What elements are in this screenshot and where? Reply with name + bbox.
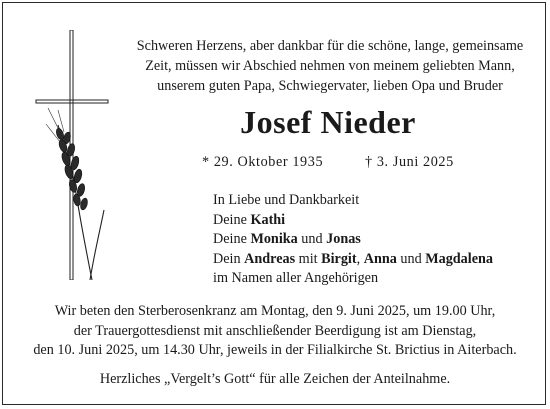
service-line-1: Wir beten den Sterberosenkranz am Montag, den 9. Juni 2025, um 19.00 Uhr, [54, 303, 496, 319]
service-line-3: den 10. Juni 2025, um 14.30 Uhr, jeweils in der Filialkirche St. Brictius in Aiterbach. [33, 342, 517, 358]
mourner-connector: , [356, 250, 364, 267]
intro-line-3: unserem guten Papa, Schwiegervater, lieben Opa und Bruder [157, 78, 503, 94]
mourner-line-kathi [213, 211, 493, 231]
mourner-prefix: Deine [213, 231, 251, 247]
thanks-line: Herzliches „Vergelt’s Gott“ für alle Zeichen der Anteilnahme. [99, 371, 451, 387]
intro-text [112, 36, 548, 96]
birth-date: * 29. Oktober 1935 [202, 154, 324, 170]
mourners-intro: In Liebe und Dankbarkeit [213, 192, 360, 208]
mourner-prefix: Dein [213, 250, 245, 267]
mourner-name: Magdalena [425, 250, 493, 267]
service-info [0, 302, 550, 361]
mourners-list [213, 191, 493, 289]
mourner-prefix: Deine [213, 211, 251, 228]
mourner-name: Andreas [244, 250, 296, 267]
intro-line-1: Schweren Herzens, aber dankbar für die schöne, lange, gemeinsame [136, 38, 524, 54]
death-date: † 3. Juni 2025 [365, 154, 454, 170]
mourners-closing: im Namen aller Angehörigen [213, 270, 379, 286]
intro-line-2: Zeit, müssen wir Abschied nehmen von meinem geliebten Mann, [145, 58, 515, 74]
mourner-name: Kathi [250, 211, 286, 228]
mourner-name: Monika [250, 231, 298, 247]
mourner-connector: und [396, 250, 426, 267]
mourner-line-monika-jonas [213, 230, 493, 250]
mourner-name: Birgit [321, 250, 357, 267]
mourner-name: Jonas [326, 231, 361, 247]
mourner-connector: mit [295, 250, 322, 267]
deceased-name: Josef Nieder [240, 104, 416, 140]
mourner-line-andreas [213, 250, 493, 270]
mourner-name: Anna [363, 250, 397, 267]
mourner-connector: und [297, 231, 327, 247]
service-line-2: der Trauergottesdienst mit anschließender Beerdigung ist am Dienstag, [73, 322, 477, 339]
cross-with-wheat-icon [34, 30, 114, 280]
